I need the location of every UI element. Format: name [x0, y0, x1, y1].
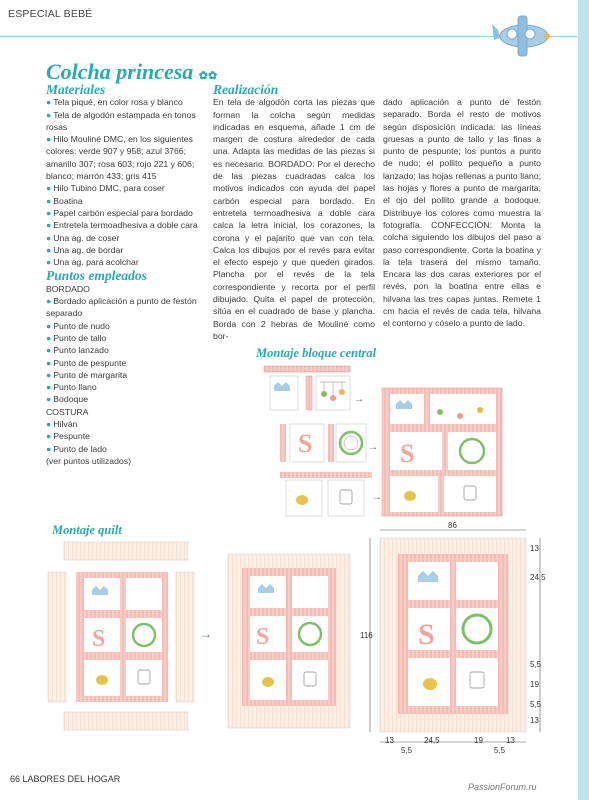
dim-right-4: 19 [530, 680, 539, 689]
montaje-quilt-diagram [40, 520, 580, 770]
column-realizacion [213, 84, 375, 342]
list-item: ● Una ag. de coser [46, 232, 120, 243]
arrow-icon: → [368, 442, 378, 453]
dim-right-6: 13 [530, 716, 539, 725]
list-item: ● Boatina [46, 195, 83, 206]
list-item: ● Punto de lado [46, 443, 107, 454]
list-item: ● Tela de algodón estampada en tonos rosas [46, 109, 196, 132]
quilt-step-1 [48, 542, 194, 730]
dim-bottom-2: 24,5 [424, 736, 440, 745]
list-item: ● Una ag. para acolchar [46, 257, 139, 268]
footer [10, 774, 120, 784]
list-item: ● Punto de pespunte [46, 357, 127, 368]
dim-right-5: 5,5 [530, 700, 542, 709]
dim-right-3: 5,5 [530, 660, 542, 669]
flower-icon: ✿✿ [198, 70, 218, 82]
arrow-icon: → [354, 394, 364, 405]
dim-top: 86 [448, 521, 457, 530]
bloque-step-2 [280, 424, 366, 462]
page-number: 66 [10, 774, 21, 784]
column-realizacion-2 [383, 96, 541, 330]
title-text: Colcha princesa [46, 59, 194, 84]
realizacion-text-2: dado aplicación a punto de festón separado. Borda el resto de motivos según disposición indicada: las líneas gruesas a punto de tallo y las finas a punto de pespunte; los puntos a punto de nudo; el pollito pequeño a punto lanzado; las hojas rellenas a punto llano; las hojas y flores a punto de margarita; el ojo del pollito grande a bodoque. Distribuye los colores como muestra la fotografía. CONFECCIÓN: Monta la colcha siguiendo los dibujos del paso a paso correspondiente. Corta la boatina y la tela trasera del mismo tamaño. Encara las dos caras exteriores por el revés, pon la boatina entre ellas e hilvana las tres capas juntas. Remete 1 cm hacia el revés de cada tela, hilvana el contorno y cóselo a punto de lado. [383, 97, 541, 329]
realizacion-text-1: En tela de algodón corta las piezas que forman la colcha según medidas indicadas en esquema, añade 1 cm de margen de costura alrededor de cada una. Adapta las medidas de las piezas si es necesario. BORDADO: Por el derecho de las piezas cuadradas calca los motivos indicados con ayuda del papel carbón especial para bordado. En entretela termoadhesiva a doble cara calca la letra inicial, los corazones, la corona y el pajarito que van con tela. Calca los dibujos por el revés para evitar el efecto espejo y que queden girados. Plancha por el revés de la tela correspondiente y recorta por el perfil dibujado. Quita el papel de protección, sitúa en el cuadrado de base y plancha. Borda con 2 hebras de Mouliné como bor- [213, 97, 375, 341]
bloque-central-diagram [250, 360, 570, 520]
magazine-name: LABORES DEL HOGAR [22, 774, 121, 784]
dim-bottom-5: 13 [506, 736, 515, 745]
list-item: ● Tela piqué, en color rosa y blanco [46, 97, 183, 108]
materiales-list [46, 96, 206, 268]
list-item: ● Hilo Tubino DMC, para coser [46, 183, 165, 194]
dim-right-2: 24,5 [530, 573, 546, 582]
letter-s: S [418, 618, 435, 651]
dim-bottom-3: 5,5 [401, 746, 413, 755]
list-item: ● Papel carbón especial para bordado [46, 207, 193, 218]
list-item: ● Hilván [46, 419, 78, 430]
bloque-step-1 [264, 366, 350, 410]
costura-label: COSTURA [46, 406, 89, 417]
list-item: ● Hilo Mouliné DMC, en los siguientes colores: verde 907 y 958; azul 3766; amarillo 307; rosa 603; rojo 221 y 606; blanco; marrón 433; gris 415 [46, 134, 195, 182]
bloque-assembled [382, 388, 502, 516]
list-item: ● Punto llano [46, 382, 97, 393]
letter-s: S [400, 439, 415, 468]
dim-bottom-6: 5,5 [494, 746, 506, 755]
column-materials [46, 84, 206, 467]
list-item: ● Bordado aplicación a punto de festón separado [46, 296, 197, 319]
list-item: ● Entretela termoadhesiva a doble cara [46, 220, 198, 231]
list-item: ● Punto lanzado [46, 345, 109, 356]
airplane-illustration [492, 10, 554, 58]
puntos-note: (ver puntos utilizados) [46, 455, 131, 466]
list-item: ● Una ag. de bordar [46, 244, 124, 255]
dim-right-1: 13 [530, 544, 539, 553]
list-item: ● Punto de nudo [46, 320, 110, 331]
quilt-final [380, 538, 526, 732]
materiales-heading: Materiales [46, 82, 106, 97]
realizacion-heading: Realización [213, 82, 279, 97]
puntos-heading: Puntos empleados [46, 268, 147, 284]
arrow-icon: → [200, 627, 212, 641]
bordado-label: BORDADO [46, 283, 90, 294]
watermark: PassionForum.ru [468, 782, 537, 792]
quilt-step-2 [228, 554, 350, 728]
bloque-step-3 [280, 472, 372, 516]
list-item: ● Punto de margarita [46, 369, 128, 380]
letter-s: S [92, 626, 106, 652]
letter-s: S [256, 624, 270, 650]
dim-bottom-4: 19 [474, 736, 483, 745]
arrow-icon: → [372, 492, 382, 503]
list-item: ● Bodoque [46, 394, 89, 405]
quilt-title: Montaje quilt [52, 523, 122, 537]
bloque-title: Montaje bloque central [256, 346, 377, 360]
list-item: ● Pespunte [46, 431, 90, 442]
letter-s: S [298, 429, 313, 458]
dim-left: 116 [360, 631, 373, 640]
dim-bottom-1: 13 [385, 736, 394, 745]
list-item: ● Punto de tallo [46, 332, 107, 343]
section-tag: ESPECIAL BEBÉ [8, 8, 93, 20]
